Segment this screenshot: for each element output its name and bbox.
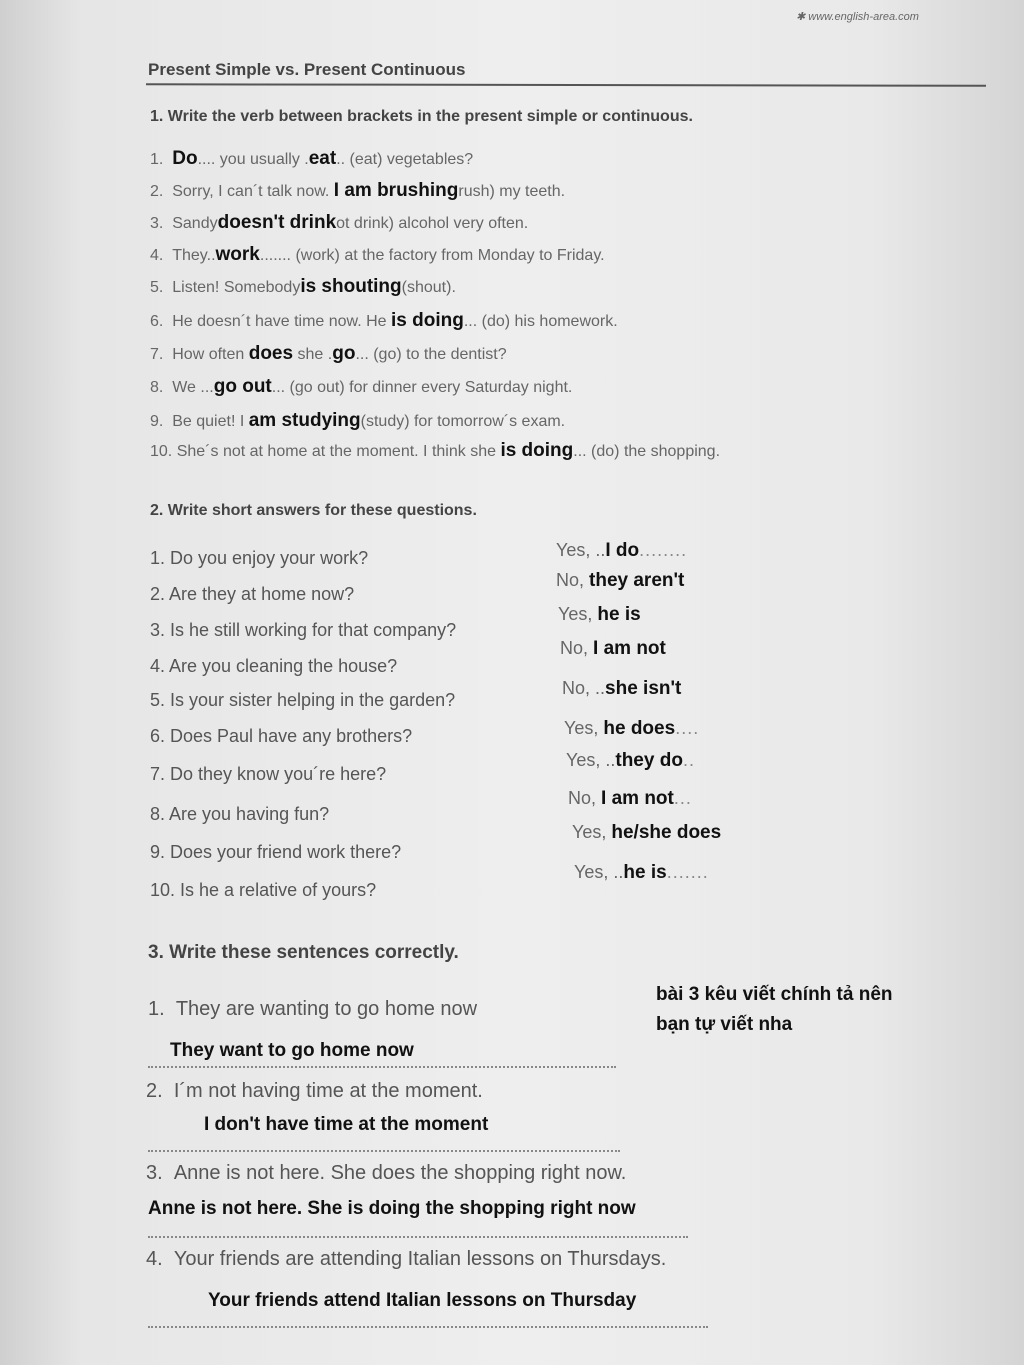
ex2-answer: No, I am not	[560, 638, 666, 659]
ex3-question: 1. They are wanting to go home now	[148, 998, 478, 1020]
ex3-answer: They want to go home now	[170, 1040, 414, 1061]
ex1-item: 6. He doesn´t have time now. He is doing... (do) his homework.	[150, 310, 618, 331]
ex3-answer: Anne is not here. She is doing the shopping right now	[148, 1198, 636, 1219]
ex2-answer: No, ..she isn't	[562, 678, 682, 699]
ex2-question: 2. Are they at home now?	[150, 584, 355, 604]
answer-line	[148, 1066, 616, 1068]
handwritten-note: bài 3 kêu viết chính tả nên bạn tự viết nha	[656, 984, 893, 1035]
ex1-item: 4. They..work....... (work) at the factory from Monday to Friday.	[150, 244, 605, 265]
ex1-item: 2. Sorry, I can´t talk now. I am brushingrush) my teeth.	[150, 180, 566, 201]
ex1-item: 1. Do.... you usually .eat.. (eat) vegetables?	[150, 148, 474, 169]
ex2-question: 8. Are you having fun?	[150, 804, 330, 824]
ex2-answer: Yes, ..he is.......	[574, 862, 709, 883]
ex3-question: 3. Anne is not here. She does the shopping right now.	[146, 1162, 627, 1184]
website-label: ✱ www.english-area.com	[796, 11, 919, 23]
ex3-question: 2. I´m not having time at the moment.	[146, 1080, 483, 1102]
asterisk-icon: ✱	[796, 11, 809, 23]
ex1-item: 9. Be quiet! I am studying(study) for tomorrow´s exam.	[150, 410, 566, 431]
ex1-item: 8. We ...go out... (go out) for dinner every Saturday night.	[150, 376, 573, 397]
ex2-answer: No, they aren't	[556, 570, 685, 591]
ex1-item: 10. She´s not at home at the moment. I think she is doing... (do) the shopping.	[150, 440, 721, 461]
ex1-item: 5. Listen! Somebodyis shouting(shout).	[150, 276, 456, 297]
ex2-question: 5. Is your sister helping in the garden?	[150, 690, 456, 710]
ex2-answer: No, I am not...	[568, 788, 692, 809]
ex3-answer: Your friends attend Italian lessons on Thursday	[208, 1290, 637, 1311]
ex2-answer: Yes, ..I do........	[556, 540, 688, 561]
ex2-question: 10. Is he a relative of yours?	[150, 880, 377, 900]
ex2-answer: Yes, he does....	[564, 718, 700, 739]
ex3-question: 4. Your friends are attending Italian lessons on Thursdays.	[146, 1248, 667, 1270]
exercise2-heading: 2. Write short answers for these questions.	[150, 502, 477, 519]
page-title: Present Simple vs. Present Continuous	[148, 60, 466, 79]
ex2-answer: Yes, he is	[558, 604, 641, 625]
answer-line	[148, 1150, 620, 1152]
title-rule	[146, 83, 986, 86]
ex2-question: 9. Does your friend work there?	[150, 842, 402, 862]
exercise3-heading: 3. Write these sentences correctly.	[148, 942, 459, 963]
ex1-item: 3. Sandydoesn't drinkot drink) alcohol very often.	[150, 212, 529, 233]
ex1-item: 7. How often does she .go... (go) to the dentist?	[150, 343, 507, 364]
exercise1-heading: 1. Write the verb between brackets in the present simple or continuous.	[150, 108, 693, 125]
ex3-answer: I don't have time at the moment	[204, 1114, 489, 1135]
answer-line	[148, 1236, 688, 1238]
ex2-answer: Yes, ..they do..	[566, 750, 695, 771]
ex2-question: 4. Are you cleaning the house?	[150, 656, 398, 676]
answer-line	[148, 1326, 708, 1328]
ex2-question: 7. Do they know you´re here?	[150, 764, 387, 784]
ex2-question: 3. Is he still working for that company?	[150, 620, 457, 640]
ex2-question: 6. Does Paul have any brothers?	[150, 726, 413, 746]
ex2-question: 1. Do you enjoy your work?	[150, 548, 369, 568]
ex2-answer: Yes, he/she does	[572, 822, 722, 843]
